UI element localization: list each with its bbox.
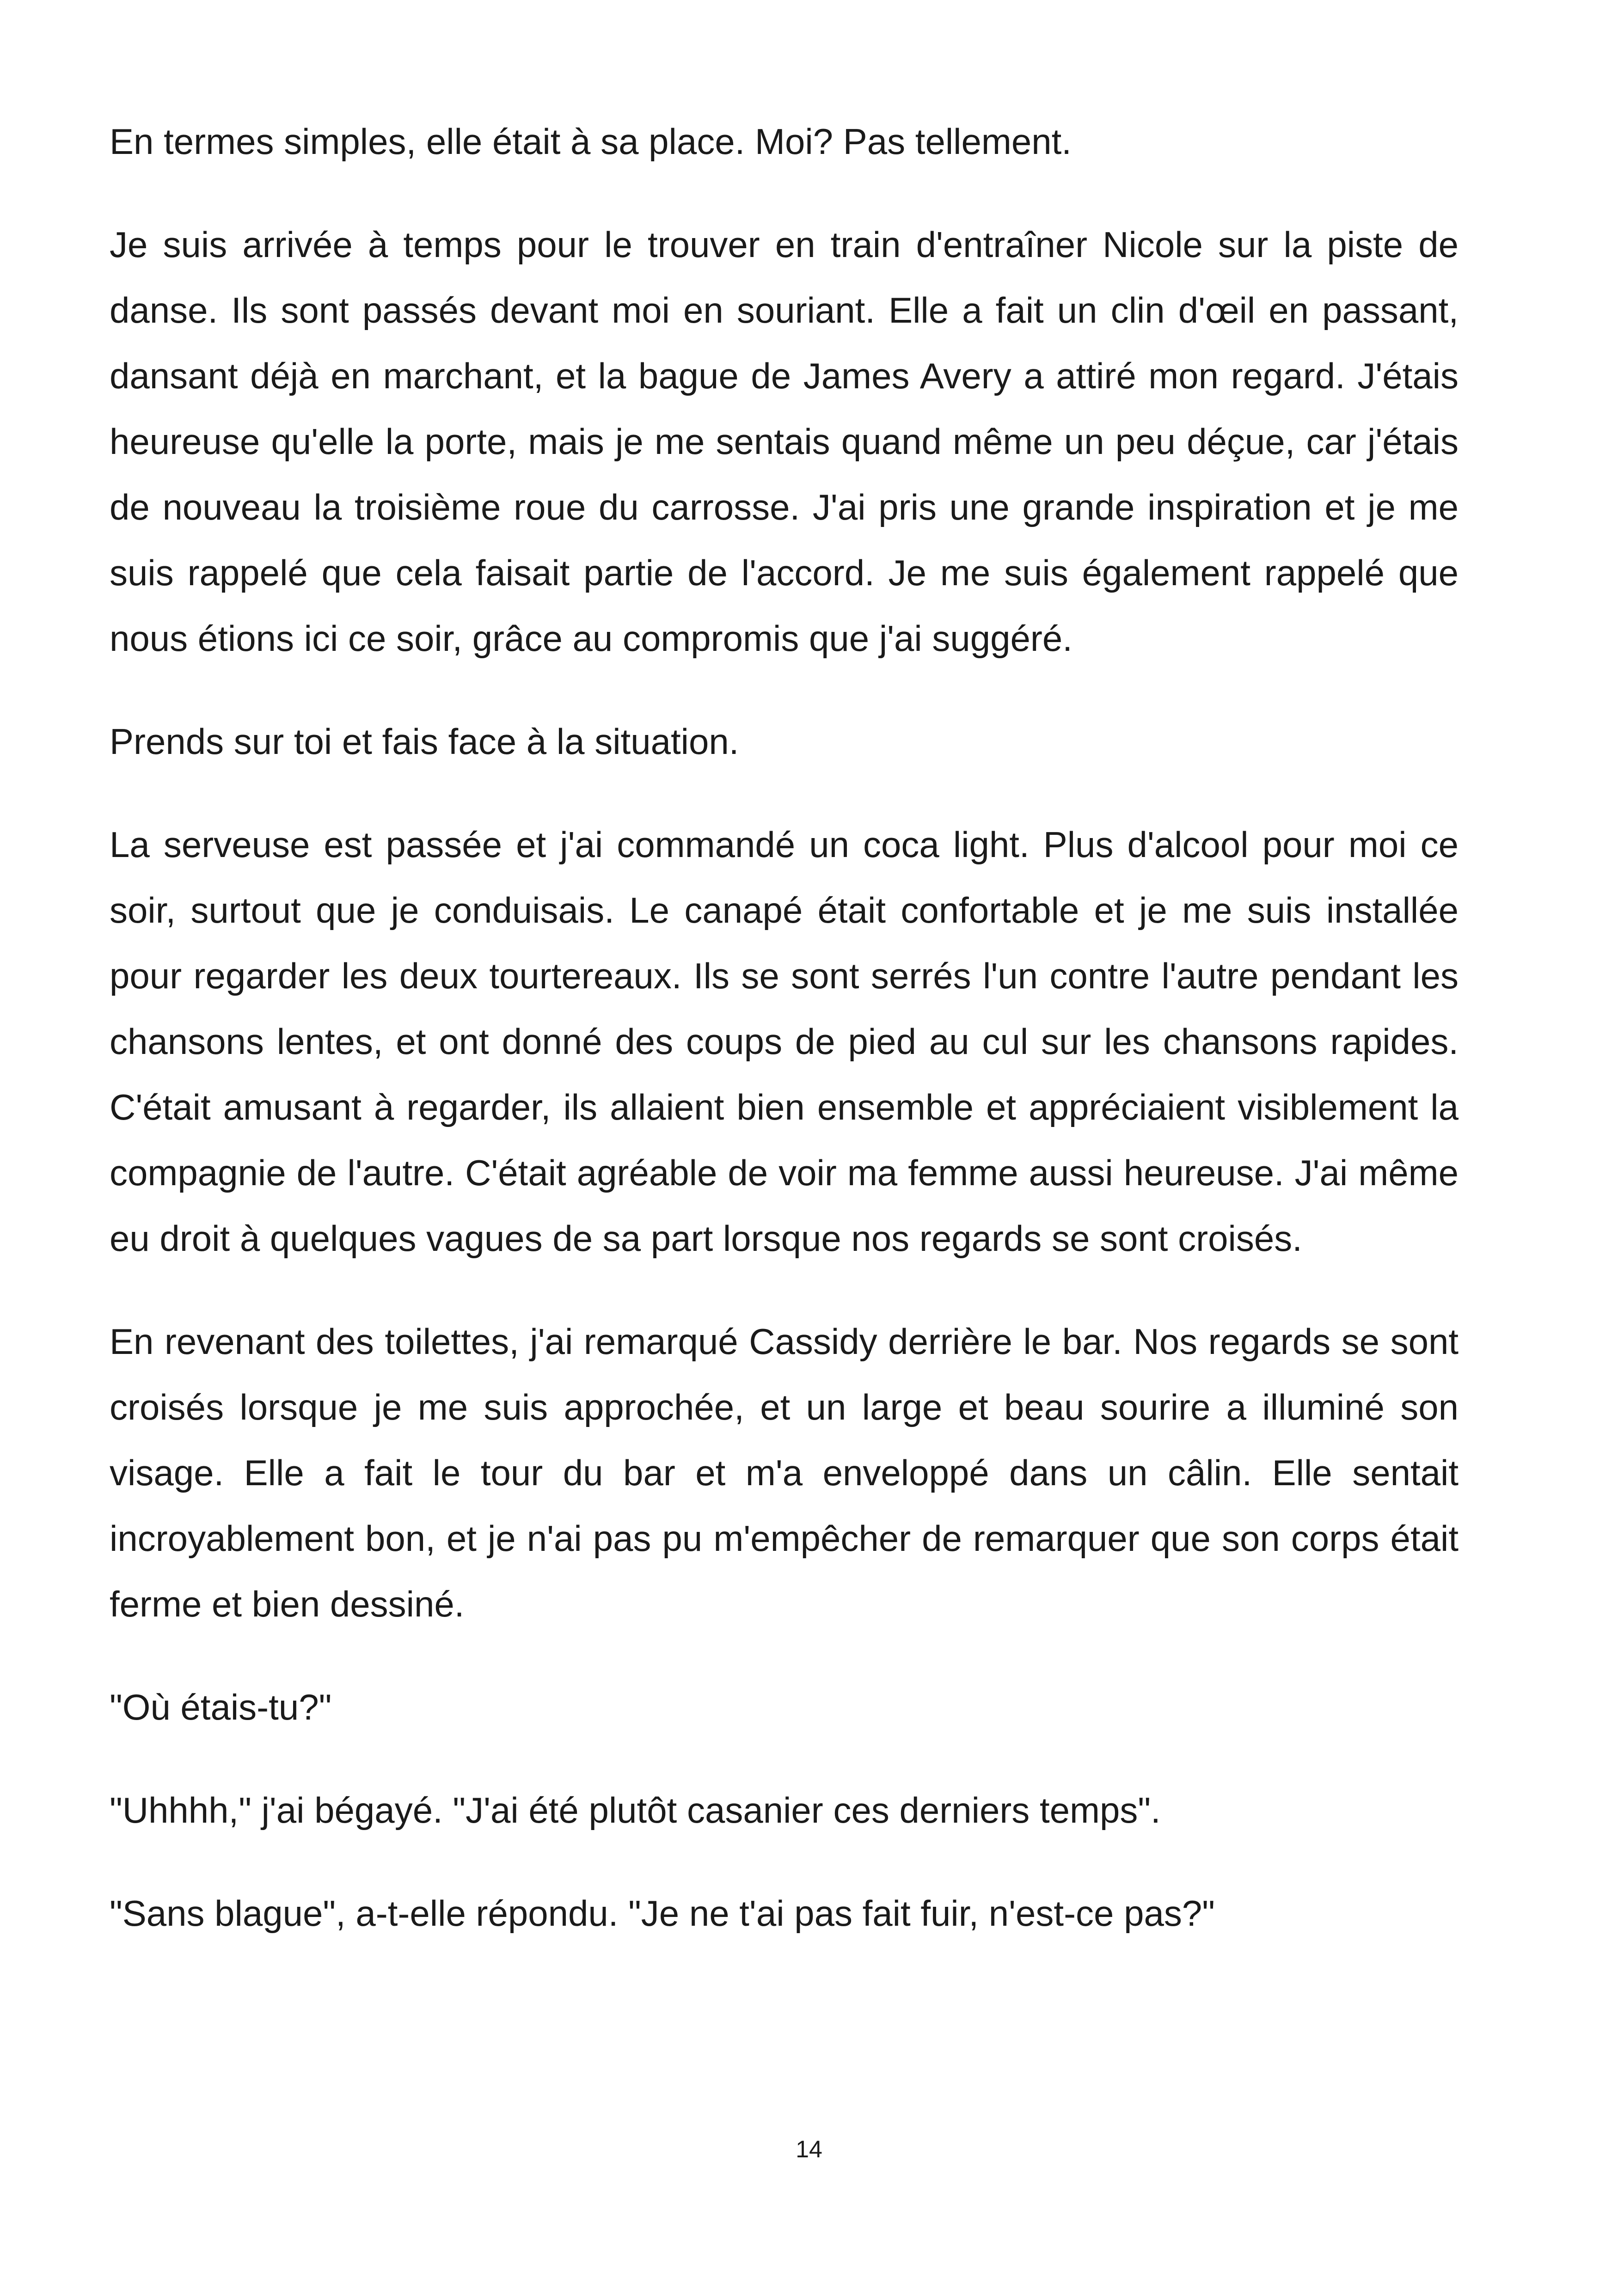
paragraph: "Sans blague", a-t-elle répondu. "Je ne t'ai pas fait fuir, n'est-ce pas?" (110, 1893, 1215, 1934)
body-text (110, 109, 1459, 1984)
paragraph: "Où étais-tu?" (110, 1687, 332, 1727)
paragraph: Je suis arrivée à temps pour le trouver en train d'entraîner Nicole sur la piste de danse. Ils sont passés devant moi en souriant. Elle a fait un clin d'œil en passant, dansant déjà en marchant, et la bague de James Avery a attiré mon regard. J'étais heureuse qu'elle la porte, mais je me sentais quand même un peu déçue, car j'étais de nouveau la troisième roue du carrosse. J'ai pris une grande inspiration et je me suis rappelé que cela faisait partie de l'accord. Je me suis également rappelé que nous étions ici ce soir, grâce au compromis que j'ai suggéré. (110, 224, 1459, 659)
paragraph: Prends sur toi et fais face à la situation. (110, 721, 739, 762)
paragraph: En revenant des toilettes, j'ai remarqué Cassidy derrière le bar. Nos regards se sont croisés lorsque je me suis approchée, et un large et beau sourire a illuminé son visage. Elle a fait le tour du bar et m'a enveloppé dans un câlin. Elle sentait incroyablement bon, et je n'ai pas pu m'empêcher de remarquer que son corps était ferme et bien dessiné. (110, 1321, 1459, 1624)
page-number: 14 (796, 2136, 822, 2163)
paragraph: La serveuse est passée et j'ai commandé un coca light. Plus d'alcool pour moi ce soir, surtout que je conduisais. Le canapé était confortable et je me suis installée pour regarder les deux tourtereaux. Ils se sont serrés l'un contre l'autre pendant les chansons lentes, et ont donné des coups de pied au cul sur les chansons rapides. C'était amusant à regarder, ils allaient bien ensemble et appréciaient visiblement la compagnie de l'autre. C'était agréable de voir ma femme aussi heureuse. J'ai même eu droit à quelques vagues de sa part lorsque nos regards se sont croisés. (110, 824, 1459, 1259)
paragraph: En termes simples, elle était à sa place. Moi? Pas tellement. (110, 121, 1072, 162)
paragraph: "Uhhhh," j'ai bégayé. "J'ai été plutôt casanier ces derniers temps". (110, 1790, 1161, 1831)
